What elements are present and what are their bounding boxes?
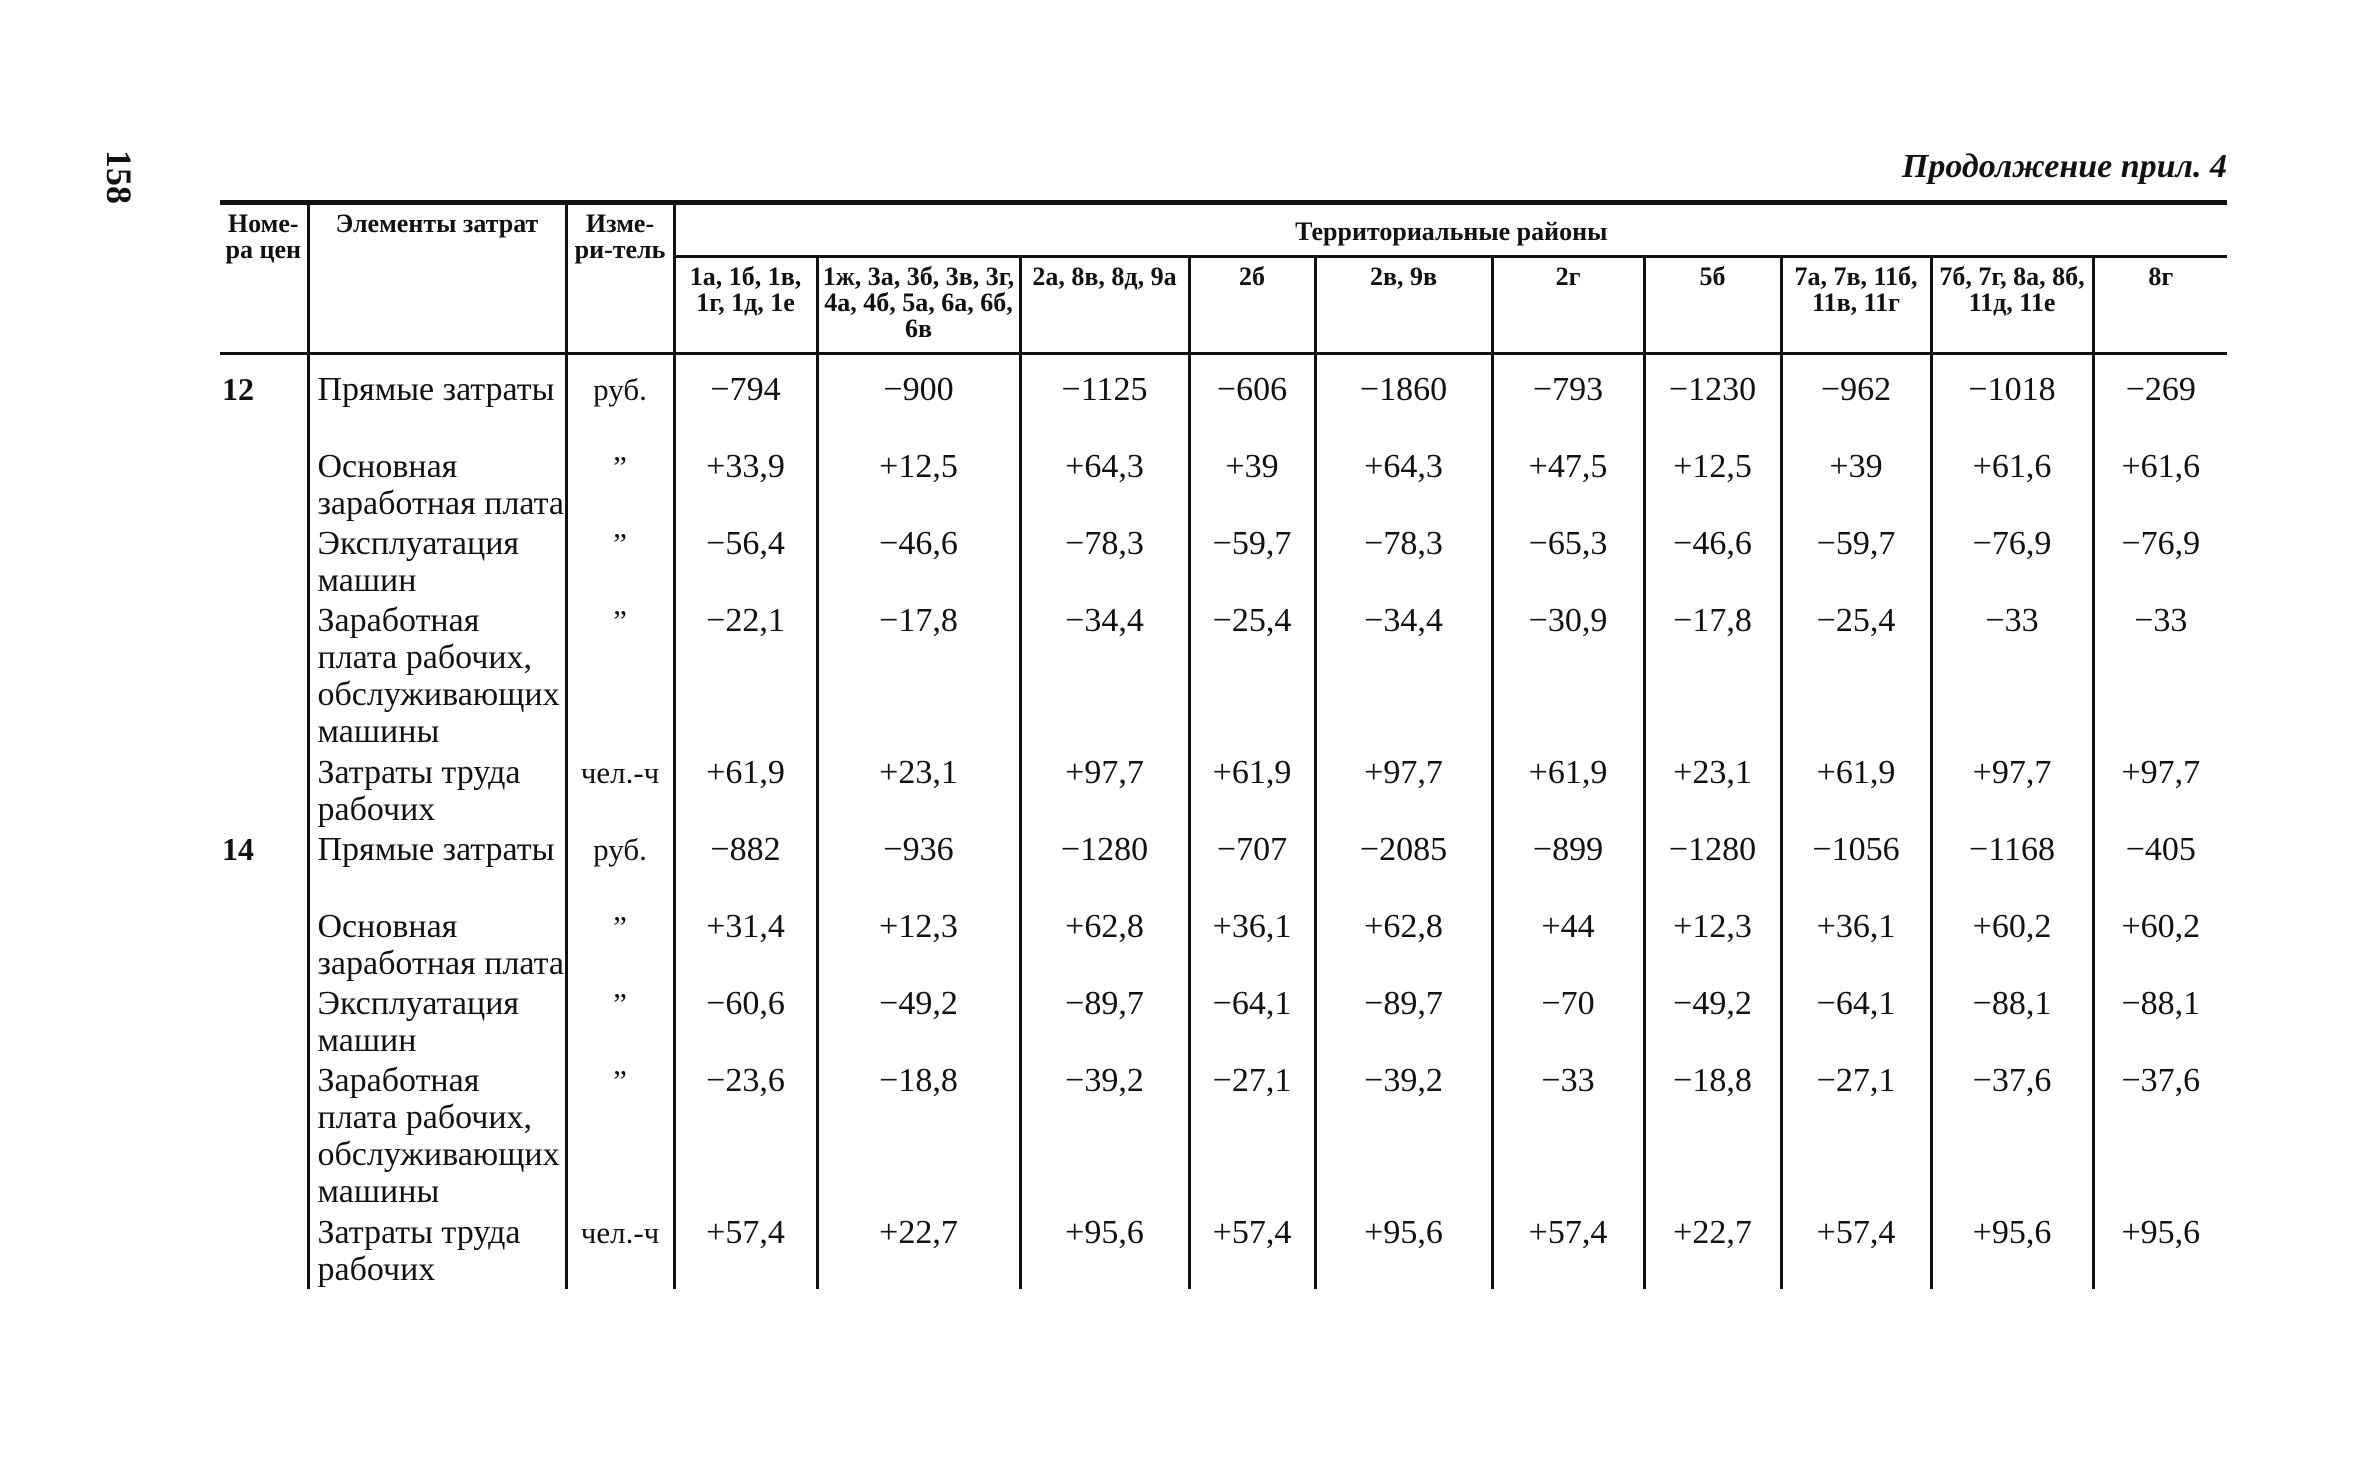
value-cell: −76,9	[1931, 523, 2093, 600]
price-number-cell	[220, 523, 308, 600]
value-cell: −64,1	[1189, 983, 1315, 1060]
value-cell: +97,7	[1315, 752, 1492, 829]
table-row	[220, 752, 2227, 829]
value-cell: −1280	[1644, 829, 1781, 906]
value-cell: −936	[817, 829, 1020, 906]
value-cell: +62,8	[1020, 906, 1189, 983]
value-cell: −49,2	[1644, 983, 1781, 1060]
value-cell: −37,6	[2093, 1060, 2227, 1212]
value-cell: −25,4	[1189, 600, 1315, 752]
price-number-cell	[220, 1060, 308, 1212]
value-cell: −89,7	[1020, 983, 1189, 1060]
value-cell: −56,4	[674, 523, 817, 600]
table-row	[220, 829, 2227, 906]
value-cell: −88,1	[2093, 983, 2227, 1060]
value-cell: +12,5	[817, 446, 1020, 523]
cost-table	[220, 200, 2227, 1289]
value-cell: −405	[2093, 829, 2227, 906]
value-cell: −1056	[1781, 829, 1931, 906]
value-cell: +61,9	[1492, 752, 1644, 829]
value-cell: −22,1	[674, 600, 817, 752]
value-cell: −59,7	[1781, 523, 1931, 600]
value-cell: −25,4	[1781, 600, 1931, 752]
value-cell: +23,1	[817, 752, 1020, 829]
cost-element-cell: Затраты труда рабочих	[308, 1212, 566, 1289]
unit-cell: ”	[566, 523, 674, 600]
value-cell: −899	[1492, 829, 1644, 906]
price-number-cell	[220, 446, 308, 523]
page-number: 158	[99, 150, 139, 204]
unit-cell: чел.-ч	[566, 752, 674, 829]
value-cell: +57,4	[1781, 1212, 1931, 1289]
value-cell: −78,3	[1020, 523, 1189, 600]
value-cell: −37,6	[1931, 1060, 2093, 1212]
value-cell: −1125	[1020, 354, 1189, 447]
cost-element-cell: Заработная плата рабочих, обслуживающих машины	[308, 1060, 566, 1212]
value-cell: −64,1	[1781, 983, 1931, 1060]
running-head: Продолжение прил. 4	[1901, 148, 2227, 185]
unit-cell: ”	[566, 1060, 674, 1212]
value-cell: −34,4	[1020, 600, 1189, 752]
value-cell: −88,1	[1931, 983, 2093, 1060]
price-number-cell	[220, 983, 308, 1060]
value-cell: −34,4	[1315, 600, 1492, 752]
value-cell: −39,2	[1020, 1060, 1189, 1212]
value-cell: −1860	[1315, 354, 1492, 447]
value-cell: +12,3	[1644, 906, 1781, 983]
unit-cell: ”	[566, 906, 674, 983]
value-cell: −33	[1931, 600, 2093, 752]
value-cell: +64,3	[1315, 446, 1492, 523]
value-cell: −17,8	[817, 600, 1020, 752]
value-cell: +57,4	[1492, 1212, 1644, 1289]
unit-cell: руб.	[566, 354, 674, 447]
value-cell: −33	[2093, 600, 2227, 752]
value-cell: −89,7	[1315, 983, 1492, 1060]
price-number-cell: 12	[222, 371, 254, 407]
value-cell: +39	[1189, 446, 1315, 523]
value-cell: −39,2	[1315, 1060, 1492, 1212]
value-cell: +12,3	[817, 906, 1020, 983]
value-cell: −46,6	[1644, 523, 1781, 600]
price-number-cell	[220, 600, 308, 752]
value-cell: −60,6	[674, 983, 817, 1060]
value-cell: −46,6	[817, 523, 1020, 600]
value-cell: −707	[1189, 829, 1315, 906]
value-cell: +23,1	[1644, 752, 1781, 829]
value-cell: −269	[2093, 354, 2227, 447]
value-cell: +95,6	[1931, 1212, 2093, 1289]
value-cell: +44	[1492, 906, 1644, 983]
header-region-col: 2в, 9в	[1315, 257, 1492, 354]
value-cell: +60,2	[2093, 906, 2227, 983]
value-cell: −900	[817, 354, 1020, 447]
unit-cell: руб.	[566, 829, 674, 906]
value-cell: −1230	[1644, 354, 1781, 447]
price-number-cell	[220, 906, 308, 983]
header-region-col: 1ж, 3а, 3б, 3в, 3г, 4а, 4б, 5а, 6а, 6б, 6в	[817, 257, 1020, 354]
cost-element-cell: Прямые затраты	[308, 829, 566, 906]
value-cell: −23,6	[674, 1060, 817, 1212]
price-number-cell: 14	[222, 831, 254, 867]
value-cell: +31,4	[674, 906, 817, 983]
value-cell: −962	[1781, 354, 1931, 447]
value-cell: +61,9	[674, 752, 817, 829]
cost-element-cell: Основная заработная плата	[308, 446, 566, 523]
value-cell: −27,1	[1189, 1060, 1315, 1212]
cost-element-cell: Основная заработная плата	[308, 906, 566, 983]
value-cell: −27,1	[1781, 1060, 1931, 1212]
value-cell: −30,9	[1492, 600, 1644, 752]
value-cell: +97,7	[1020, 752, 1189, 829]
value-cell: −18,8	[1644, 1060, 1781, 1212]
value-cell: −882	[674, 829, 817, 906]
header-region-col: 2б	[1189, 257, 1315, 354]
value-cell: +61,6	[2093, 446, 2227, 523]
value-cell: −2085	[1315, 829, 1492, 906]
header-region-col: 8г	[2093, 257, 2227, 354]
table-row	[220, 523, 2227, 600]
value-cell: +60,2	[1931, 906, 2093, 983]
value-cell: +36,1	[1189, 906, 1315, 983]
value-cell: +22,7	[1644, 1212, 1781, 1289]
value-cell: +95,6	[1315, 1212, 1492, 1289]
value-cell: +62,8	[1315, 906, 1492, 983]
unit-cell: чел.-ч	[566, 1212, 674, 1289]
value-cell: −70	[1492, 983, 1644, 1060]
table-row	[220, 600, 2227, 752]
value-cell: −18,8	[817, 1060, 1020, 1212]
value-cell: +61,6	[1931, 446, 2093, 523]
header-region-col: 2а, 8в, 8д, 9а	[1020, 257, 1189, 354]
value-cell: +22,7	[817, 1212, 1020, 1289]
value-cell: −17,8	[1644, 600, 1781, 752]
table-row	[220, 906, 2227, 983]
value-cell: +39	[1781, 446, 1931, 523]
header-number: Номе-ра цен	[220, 203, 308, 354]
header-region-col: 7а, 7в, 11б, 11в, 11г	[1781, 257, 1931, 354]
value-cell: +47,5	[1492, 446, 1644, 523]
table-row	[220, 983, 2227, 1060]
value-cell: +97,7	[1931, 752, 2093, 829]
table-row	[220, 354, 2227, 447]
table-row	[220, 1212, 2227, 1289]
value-cell: +95,6	[2093, 1212, 2227, 1289]
value-cell: +95,6	[1020, 1212, 1189, 1289]
header-regions: Территориальные районы	[674, 203, 2227, 257]
unit-cell: ”	[566, 983, 674, 1060]
value-cell: +97,7	[2093, 752, 2227, 829]
header-region-col: 7б, 7г, 8а, 8б, 11д, 11е	[1931, 257, 2093, 354]
value-cell: +64,3	[1020, 446, 1189, 523]
value-cell: −78,3	[1315, 523, 1492, 600]
cost-element-cell: Эксплуатация машин	[308, 523, 566, 600]
unit-cell: ”	[566, 446, 674, 523]
cost-element-cell: Затраты труда рабочих	[308, 752, 566, 829]
value-cell: −65,3	[1492, 523, 1644, 600]
value-cell: +57,4	[674, 1212, 817, 1289]
table-row	[220, 1060, 2227, 1212]
value-cell: +57,4	[1189, 1212, 1315, 1289]
unit-cell: ”	[566, 600, 674, 752]
header-region-col: 2г	[1492, 257, 1644, 354]
value-cell: +33,9	[674, 446, 817, 523]
header-unit: Изме-ри-тель	[566, 203, 674, 354]
value-cell: −1280	[1020, 829, 1189, 906]
cost-element-cell: Эксплуатация машин	[308, 983, 566, 1060]
price-number-cell	[220, 752, 308, 829]
header-region-col: 1а, 1б, 1в, 1г, 1д, 1е	[674, 257, 817, 354]
price-number-cell	[220, 1212, 308, 1289]
value-cell: +61,9	[1189, 752, 1315, 829]
value-cell: +61,9	[1781, 752, 1931, 829]
cost-element-cell: Заработная плата рабочих, обслуживающих машины	[308, 600, 566, 752]
value-cell: −606	[1189, 354, 1315, 447]
value-cell: −1168	[1931, 829, 2093, 906]
value-cell: −793	[1492, 354, 1644, 447]
value-cell: −1018	[1931, 354, 2093, 447]
value-cell: −794	[674, 354, 817, 447]
cost-element-cell: Прямые затраты	[308, 354, 566, 447]
value-cell: +12,5	[1644, 446, 1781, 523]
value-cell: −49,2	[817, 983, 1020, 1060]
header-elements: Элементы затрат	[308, 203, 566, 354]
value-cell: −59,7	[1189, 523, 1315, 600]
value-cell: −76,9	[2093, 523, 2227, 600]
value-cell: −33	[1492, 1060, 1644, 1212]
table-row	[220, 446, 2227, 523]
table-body	[220, 354, 2227, 1290]
header-region-col: 5б	[1644, 257, 1781, 354]
value-cell: +36,1	[1781, 906, 1931, 983]
